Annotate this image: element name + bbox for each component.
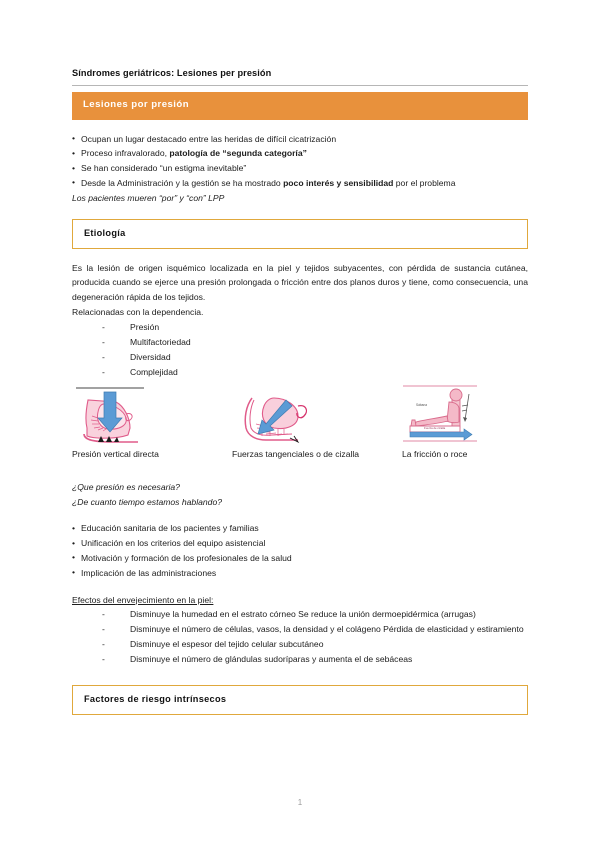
figure-caption: La fricción o roce [402,448,468,459]
section-heading-etiologia: Etiología [72,219,528,248]
list-item: • Educación sanitaria de los pacientes y familias [72,521,528,536]
vertical-pressure-diagram-icon [72,384,150,446]
list-item [72,132,528,147]
list-item: • Unificación en los criterios del equipo asistencial [72,536,528,551]
list-item: - Multifactoriedad [72,335,528,350]
aging-effects-heading: Efectos del envejecimiento en la piel: [72,594,214,605]
figure-row [72,384,528,472]
figure-caption: Fuerzas tangenciales o de cizalla [232,448,360,459]
aging-effects-list [72,607,528,667]
list-item: • Motivación y formación de los profesionales de la salud [72,551,528,566]
list-item: - Disminuye el número de células, vasos, la densidad y el colágeno Pérdida de elasticidad y estiramiento [72,622,528,637]
bullet-text-pre: Proceso infravalorado, [81,148,170,159]
title-divider [72,85,528,86]
question-tiempo: ¿De cuanto tiempo estamos hablando? [72,496,223,507]
list-item: - Diversidad [72,350,528,365]
friction-bed-diagram-icon [402,384,478,444]
etiologia-paragraph: Es la lesión de origen isquémico localizada en la piel y tejidos subyacentes, con pérdida de sustancia cutánea, producida cuando se ejerce una presión prolongada o fricción entre dos planos duros y tiene, como consecuencia, una degeneración rápida de los tejidos. [72,262,528,303]
figure-vertical-pressure [72,384,159,460]
list-item: • Implicación de las administraciones [72,566,528,581]
svg-text:Sábana: Sábana [416,402,427,407]
list-item: - Complejidad [72,365,528,380]
bullet-text-bold: patología de “segunda categoría” [169,148,307,159]
action-bullet-list [72,521,528,580]
svg-text:Fuerza de cizalla: Fuerza de cizalla [424,425,446,430]
figure-caption: Presión vertical directa [72,448,159,459]
bullet-text-pre: Se han considerado “un estigma inevitable” [81,163,247,174]
shear-forces-diagram-icon [232,384,322,446]
bullet-text-pre: Ocupan un lugar destacado entre las heridas de difícil cicatrización [81,133,337,144]
document-body [72,0,528,715]
figure-shear-forces [232,384,359,460]
list-item [72,146,528,161]
list-item: - Disminuye el número de glándulas sudoríparas y aumenta el de sebáceas [72,652,528,667]
page-title: Síndromes geriátricos: Lesiones per presión [72,68,272,78]
list-item: - Presión [72,320,528,335]
question-presion: ¿Que presión es necesaria? [72,481,180,492]
bullet-text-bold: poco interés y sensibilidad [283,177,394,188]
etiologia-related-intro: Relacionadas con la dependencia. [72,306,204,317]
list-item: - Disminuye el espesor del tejido celular subcutáneo [72,637,528,652]
figure-friction [402,384,478,460]
intro-italic-note: Los pacientes mueren “por” y “con” LPP [72,192,225,203]
section-heading-factores-riesgo-intrinsecos: Factores de riesgo intrínsecos [72,685,528,714]
list-item [72,161,528,176]
list-item: - Disminuye la humedad en el estrato córneo Se reduce la unión dermoepidérmica (arrugas) [72,607,528,622]
intro-bullet-list [72,132,528,191]
section-banner-lesiones-por-presion: Lesiones por presión [72,92,528,120]
list-item [72,176,528,191]
page-number: 1 [297,798,303,807]
bullet-text-post: por el problema [393,177,456,188]
bullet-text-pre: Desde la Administración y la gestión se ha mostrado [81,177,284,188]
etiologia-related-list [72,320,528,380]
